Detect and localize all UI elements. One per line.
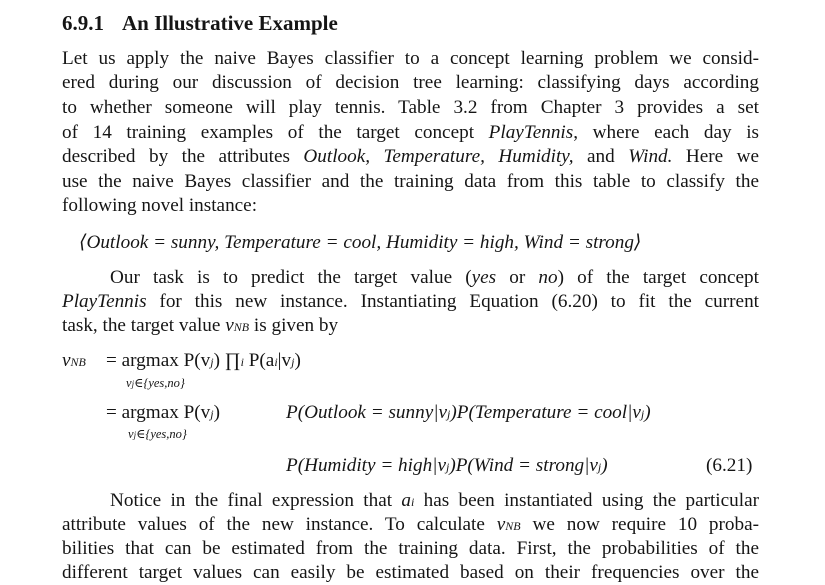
paragraph-1-line-2: ered during our discussion of decision tree learning: classifying days according: [62, 72, 759, 93]
paragraph-2-line-3: task, the target value vNB is given by: [62, 315, 339, 336]
argmax-subscript-1: vj∈{yes,no}: [126, 376, 185, 390]
paragraph-3-line-2: attribute values of the new instance. To calculate vNB we now require 10 proba-: [62, 514, 759, 535]
section-heading: [62, 11, 338, 36]
argmax-subscript-2: vj∈{yes,no}: [128, 427, 187, 441]
novel-instance: ⟨Outlook = sunny, Temperature = cool, Humidity = high, Wind = strong⟩: [79, 232, 642, 253]
paragraph-2-line-1: Our task is to predict the target value (yes or no) of the target concept: [110, 267, 759, 288]
paragraph-3-line-3: bilities that can be estimated from the training data. First, the probabilities of the: [62, 538, 759, 559]
paragraph-1-line-7: following novel instance:: [62, 195, 258, 216]
paragraph-1-line-6: use the naive Bayes classifier and the training data from this table to classify the: [62, 171, 759, 192]
concept-name: PlayTennis: [488, 122, 574, 143]
equation-line-2-terms: P(Outlook = sunny|vj)P(Temperature = cool|vj): [286, 402, 651, 423]
equation-lhs: vNB: [62, 350, 86, 371]
paragraph-2-line-2: PlayTennis for this new instance. Instantiating Equation (6.20) to fit the current: [62, 291, 759, 312]
section-number: 6.9.1: [62, 11, 104, 35]
section-title: An Illustrative Example: [122, 11, 338, 35]
equation-line-2: = argmax P(vj): [106, 402, 220, 423]
paragraph-3-line-4: different target values can easily be estimated based on their frequencies over the: [62, 562, 759, 583]
equation-number: (6.21): [706, 455, 753, 476]
paragraph-1-line-1: Let us apply the naive Bayes classifier to a concept learning problem we consid-: [62, 48, 759, 69]
paragraph-1-line-3: to whether someone will play tennis. Table 3.2 from Chapter 3 provides a set: [62, 97, 759, 118]
paragraph-1-line-4: of 14 training examples of the target concept PlayTennis, where each day is: [62, 122, 760, 143]
equation-line-1: = argmax P(vj) ∏i P(ai|vj): [106, 350, 301, 371]
paragraph-3-line-1: Notice in the final expression that ai has been instantiated using the particular: [110, 490, 759, 511]
paragraph-1-line-5: described by the attributes Outlook, Temperature, Humidity, and Wind. Here we: [62, 146, 760, 167]
equation-line-3: P(Humidity = high|vj)P(Wind = strong|vj): [286, 455, 608, 476]
